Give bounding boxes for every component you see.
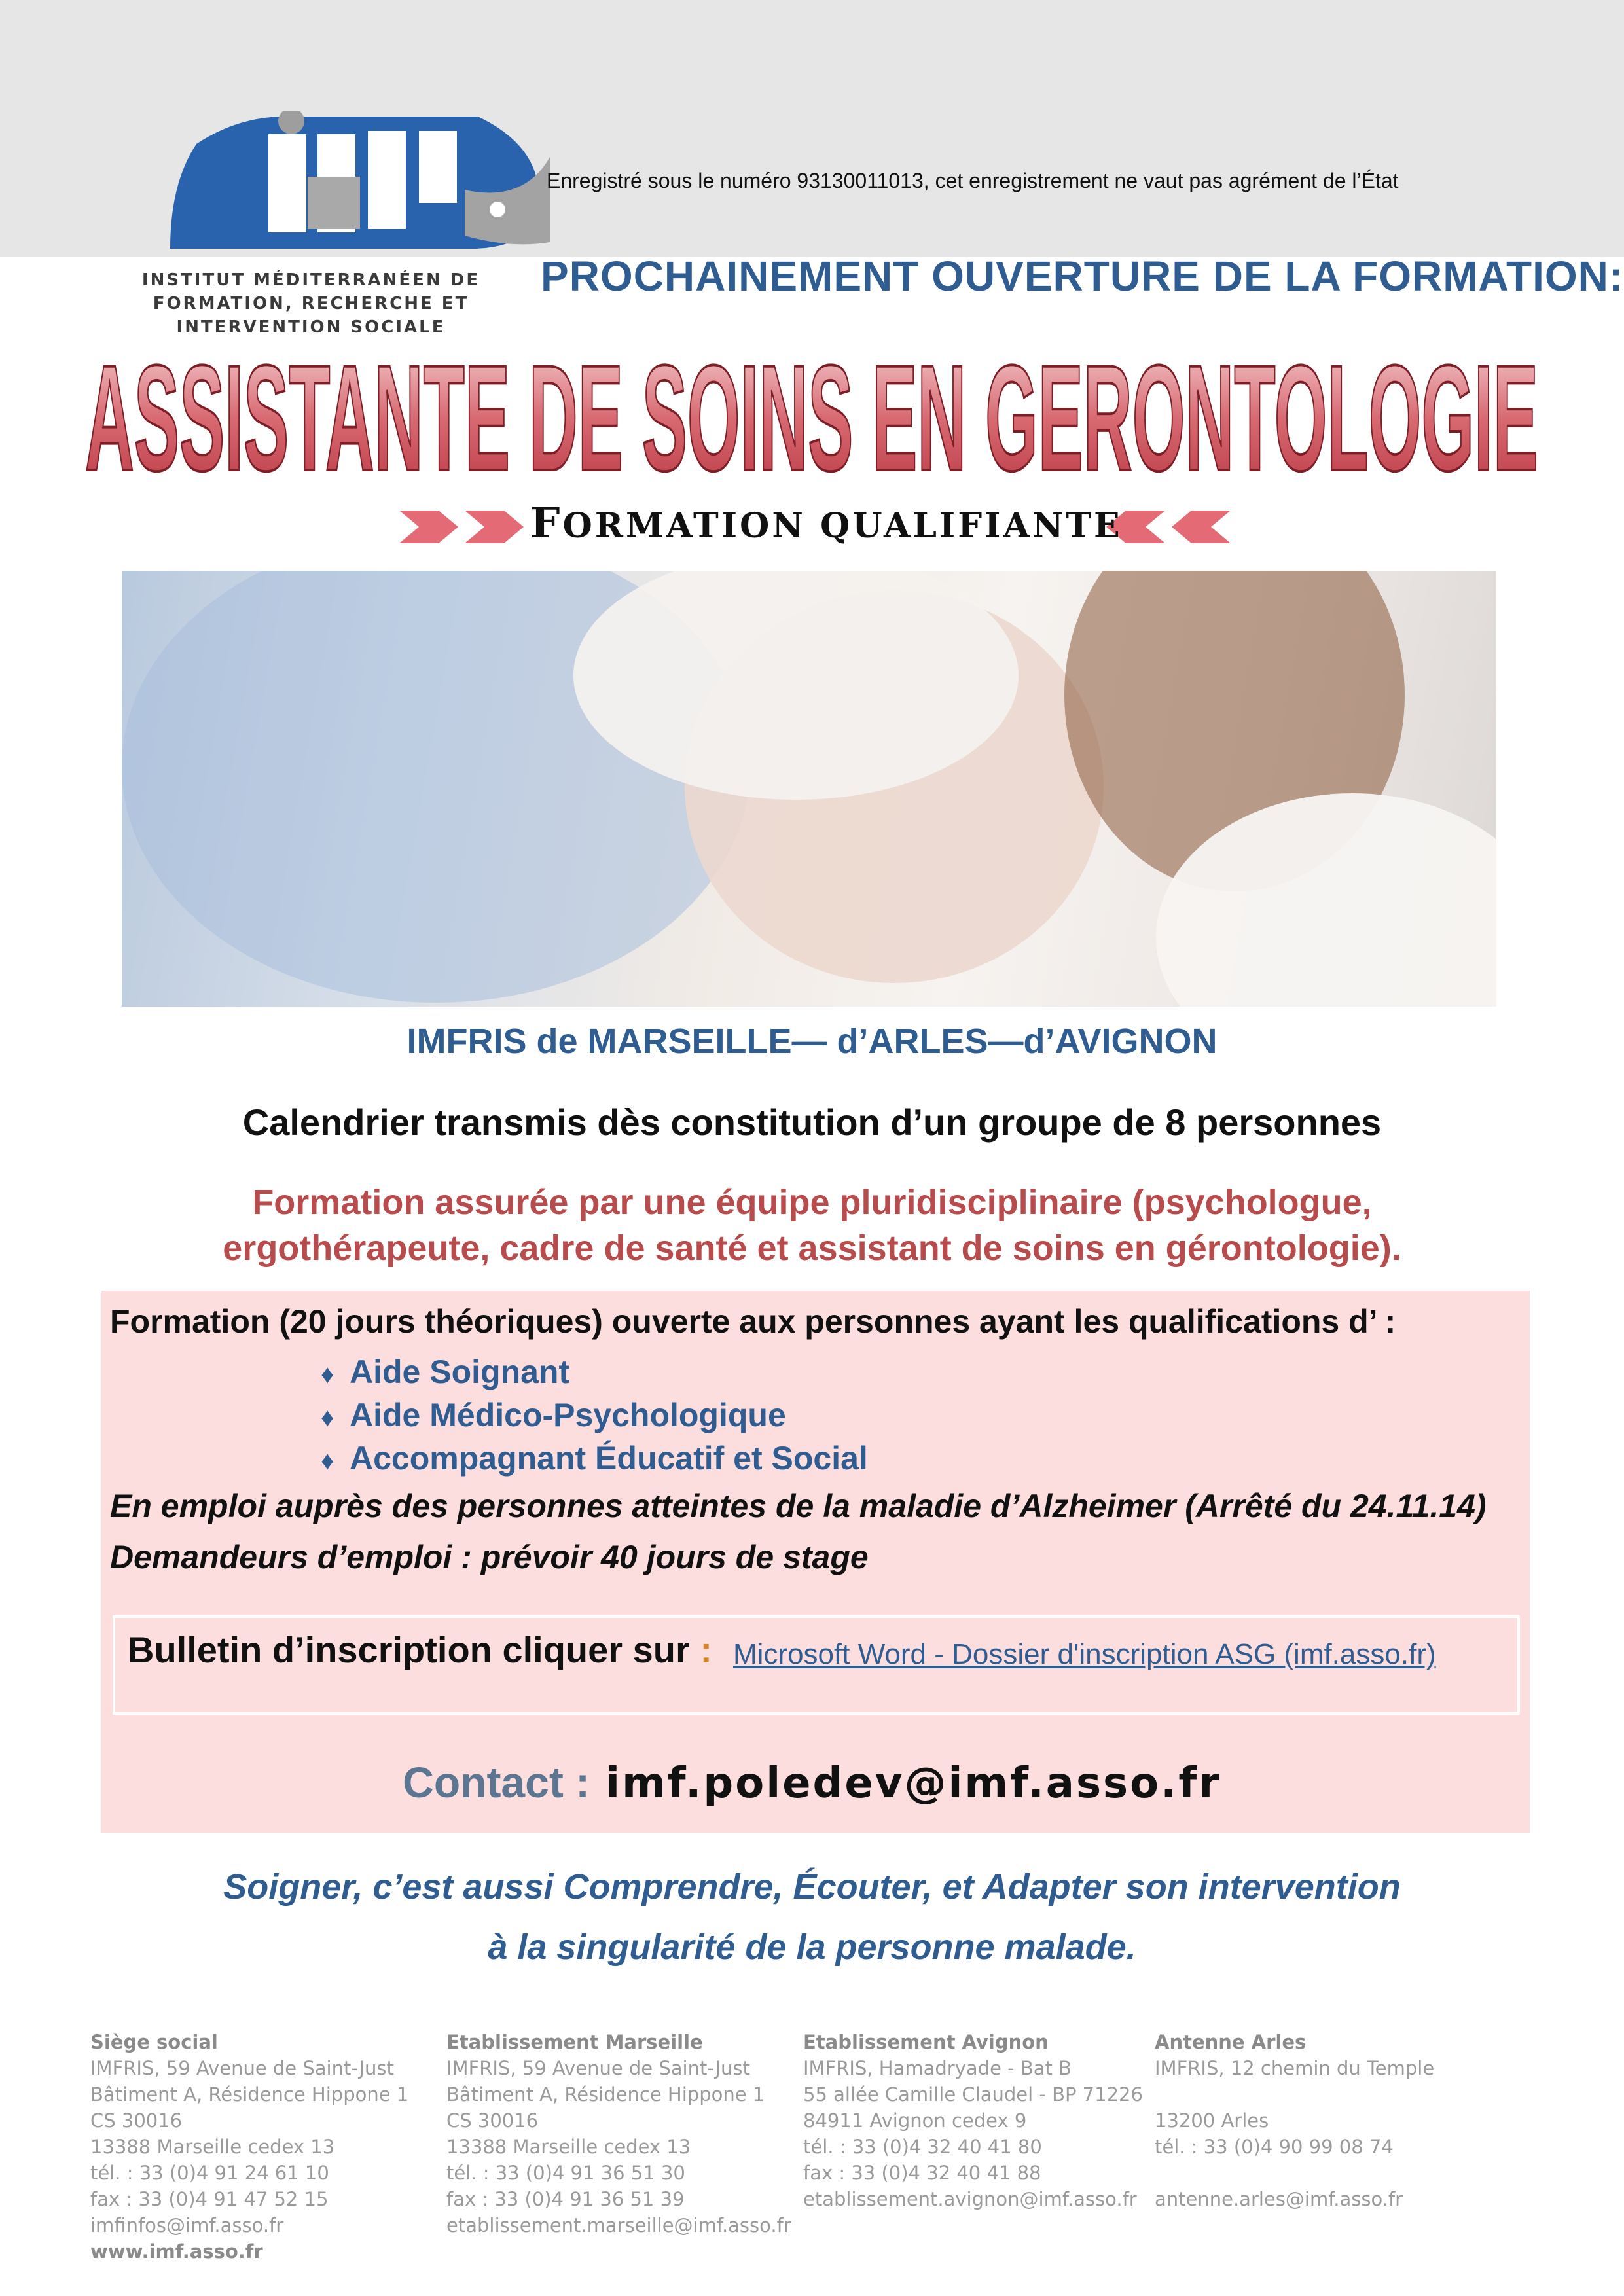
locations: IMFRIS de MARSEILLE— d’ARLES—d’AVIGNON bbox=[406, 1022, 1218, 1061]
course-title bbox=[79, 359, 1545, 490]
registration-notice: Enregistré sous le numéro 93130011013, cet enregistrement ne vaut pas agrément de l’État bbox=[547, 169, 1399, 192]
employed-condition: En emploi auprès des personnes atteintes de la maladie d’Alzheimer (Arrêté du 24.11.14) bbox=[110, 1488, 1487, 1524]
announcement-heading: PROCHAINEMENT OUVERTURE DE LA FORMATION: bbox=[541, 253, 1624, 300]
footer-antenne-arles: Antenne Arles IMFRIS, 12 chemin du Temple 13200 Arles tél. : 33 (0)4 90 99 08 74 antenne.arles@imf.asso.fr bbox=[1155, 2029, 1521, 2212]
diamond-bullet-icon: ♦ bbox=[321, 1403, 334, 1432]
contact bbox=[0, 1757, 1624, 1808]
registration-form-link[interactable]: Microsoft Word - Dossier d'inscription ASG (imf.asso.fr) bbox=[733, 1638, 1436, 1670]
motto-line-1: Soigner, c’est aussi Comprendre, Écouter, et Adapter son intervention bbox=[223, 1867, 1401, 1907]
email-link[interactable]: imfinfos@imf.asso.fr bbox=[90, 2214, 284, 2236]
jobseekers-condition: Demandeurs d’emploi : prévoir 40 jours de stage bbox=[110, 1539, 869, 1575]
footer-etablissement-marseille: Etablissement Marseille IMFRIS, 59 Avenue de Saint-Just Bâtiment A, Résidence Hippone 1 CS 30016 13388 Marseille cedex 13 tél. : 33 (0)4 91 36 51 30 fax : 33 (0)4 91 36 51 39 etablissement.marseille@imf.asso.fr bbox=[446, 2029, 813, 2238]
calendar-note: Calendrier transmis dès constitution d’un groupe de 8 personnes bbox=[242, 1102, 1382, 1143]
email-link[interactable]: etablissement.marseille@imf.asso.fr bbox=[446, 2214, 791, 2236]
staff-line-1: Formation assurée par une équipe pluridisciplinaire (psychologue, bbox=[252, 1183, 1372, 1222]
requirements-intro: Formation (20 jours théoriques) ouverte aux personnes ayant les qualifications d’ : bbox=[110, 1303, 1396, 1340]
double-chevron-right-icon bbox=[399, 511, 524, 543]
diamond-bullet-icon: ♦ bbox=[321, 1446, 334, 1475]
diamond-bullet-icon: ♦ bbox=[321, 1360, 334, 1389]
footer-siege-social: Siège social IMFRIS, 59 Avenue de Saint-Just Bâtiment A, Résidence Hippone 1 CS 30016 13388 Marseille cedex 13 tél. : 33 (0)4 91 24 61 10 fax : 33 (0)4 91 47 52 15 imfinfos@imf.asso.fr www.imf.asso.fr bbox=[90, 2029, 457, 2265]
institute-name: INSTITUT MÉDITERRANÉEN DE FORMATION, RECHERCHE ET INTERVENTION SOCIALE bbox=[141, 270, 480, 337]
website-link[interactable]: www.imf.asso.fr bbox=[90, 2240, 263, 2263]
list-item: ♦ Aide Médico-Psychologique bbox=[321, 1397, 786, 1433]
contact-email[interactable]: imf.poledev@imf.asso.fr bbox=[605, 1759, 1221, 1808]
svg-text:ASSISTANTE DE SOINS EN GERONTO: ASSISTANTE DE SOINS EN GERONTOLOGIE bbox=[85, 359, 1538, 490]
bulletin-label: Bulletin d’inscription cliquer sur : bbox=[128, 1629, 712, 1670]
motto-line-2: à la singularité de la personne malade. bbox=[488, 1928, 1136, 1967]
email-link[interactable]: etablissement.avignon@imf.asso.fr bbox=[803, 2188, 1137, 2210]
double-chevron-left-icon bbox=[1106, 511, 1231, 543]
email-link[interactable]: antenne.arles@imf.asso.fr bbox=[1155, 2188, 1403, 2210]
staff-line-2: ergothérapeute, cadre de santé et assistant de soins en gérontologie). bbox=[223, 1229, 1401, 1268]
photo-elderly-woman-with-caregiver bbox=[122, 571, 1496, 1007]
list-item: ♦ Accompagnant Éducatif et Social bbox=[321, 1440, 868, 1477]
contact-label: Contact : bbox=[403, 1758, 590, 1806]
list-item: ♦ Aide Soignant bbox=[321, 1354, 570, 1390]
subtitle: FORMATION QUALIFIANTE bbox=[530, 499, 1123, 548]
footer-etablissement-avignon: Etablissement Avignon IMFRIS, Hamadryade - Bat B 55 allée Camille Claudel - BP 71226 84911 Avignon cedex 9 tél. : 33 (0)4 32 40 41 80 fax : 33 (0)4 32 40 41 88 etablissement.avignon@imf.asso.fr bbox=[803, 2029, 1170, 2212]
